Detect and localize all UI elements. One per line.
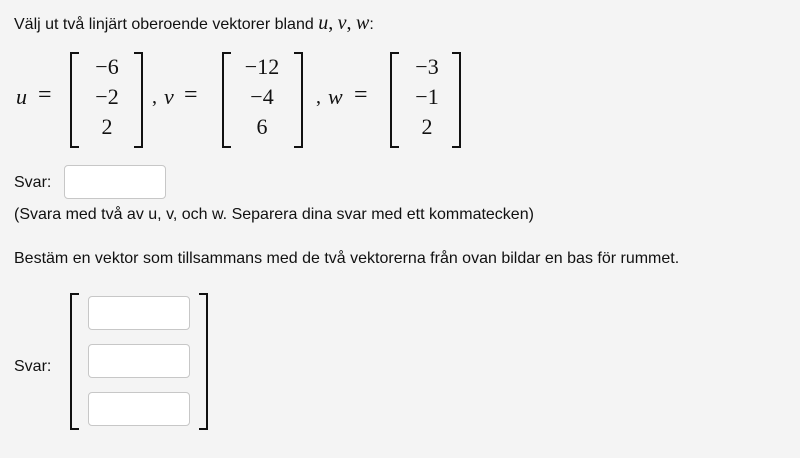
vector-v-entry-2: −4: [250, 84, 274, 109]
right-bracket: [199, 293, 208, 430]
answer-hint: (Svara med två av u, v, och w. Separera dina svar med ett kommatecken): [14, 206, 534, 223]
answer-2-input-1[interactable]: [88, 296, 190, 330]
vector-v-entry-1: −12: [244, 54, 280, 79]
vector-u-entry-1: −6: [95, 54, 119, 79]
vector-v-entry-3: 6: [256, 114, 268, 139]
vector-w-entry-3: 2: [421, 114, 433, 139]
question-1-prompt: [14, 12, 374, 35]
right-bracket: [452, 52, 461, 148]
question-1-text: Välj ut två linjärt oberoende vektorer bland: [14, 16, 314, 33]
vector-v-name: v: [164, 84, 174, 109]
var-v: v: [337, 12, 347, 34]
separator: ,: [328, 12, 334, 34]
vector-u-entry-2: −2: [95, 84, 119, 109]
answer-2-label: Svar:: [14, 358, 52, 375]
answer-2-input-3[interactable]: [88, 392, 190, 426]
var-u: u: [318, 12, 329, 34]
vector-w-name: w: [328, 84, 343, 109]
answer-1-input[interactable]: [64, 165, 166, 199]
answer-2-input-2[interactable]: [88, 344, 190, 378]
left-bracket: [70, 293, 79, 430]
right-bracket: [294, 52, 303, 148]
equals-sign: =: [184, 82, 198, 108]
question-2-prompt: Bestäm en vektor som tillsammans med de två vektorerna från ovan bildar en bas för rummet.: [14, 250, 680, 267]
var-w: w: [355, 12, 370, 34]
separator: ,: [346, 12, 352, 34]
vector-u-entry-3: 2: [101, 114, 113, 139]
vector-u-name: u: [16, 84, 27, 109]
comma: ,: [316, 86, 321, 108]
right-bracket: [134, 52, 143, 148]
colon: :: [369, 16, 374, 33]
equals-sign: =: [38, 82, 52, 108]
vector-w-entry-2: −1: [415, 84, 439, 109]
equals-sign: =: [354, 82, 368, 108]
left-bracket: [70, 52, 79, 148]
left-bracket: [390, 52, 399, 148]
comma: ,: [152, 86, 157, 108]
vector-w-entry-1: −3: [415, 54, 439, 79]
left-bracket: [222, 52, 231, 148]
answer-1-label: Svar:: [14, 174, 52, 191]
